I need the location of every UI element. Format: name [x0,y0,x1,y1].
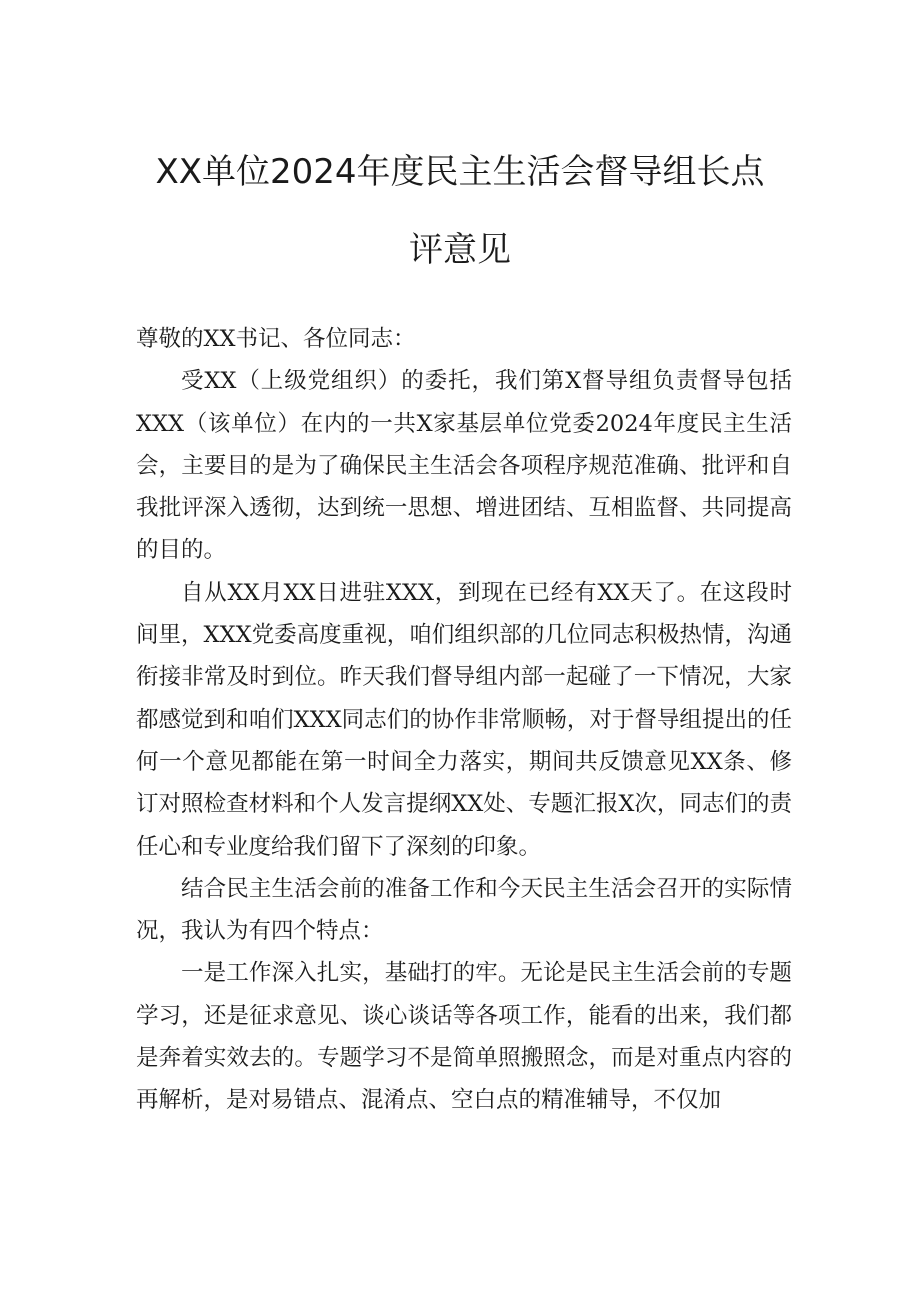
salutation: 尊敬的XX书记、各位同志： [136,326,416,352]
document-title-line-2: 评意见 [409,230,511,270]
document-body [136,318,792,1122]
paragraph: 一是工作深入扎实，基础打的牢。无论是民主生活会前的专题学习，还是征求意见、谈心谈话等各项工作，能看的出来，我们都是奔着实效去的。专题学习不是简单照搬照念，而是对重点内容的再解析，是对易错点、混淆点、空白点的精准辅导，不仅加 [136,960,792,1114]
document-title-line-1: XX单位2024年度民主生活会督导组长点 [155,152,765,192]
paragraph: 结合民主生活会前的准备工作和今天民主生活会召开的实际情况，我认为有四个特点： [136,875,792,945]
paragraph: 受XX（上级党组织）的委托，我们第X督导组负责督导包括XXX（该单位）在内的一共X家基层单位党委2024年度民主生活会，主要目的是为了确保民主生活会各项程序规范准确、批评和自我批评深入透彻，达到统一思想、增进团结、互相监督、共同提高的目的。 [136,368,792,564]
paragraph: 自从XX月XX日进驻XXX，到现在已经有XX天了。在这段时间里，XXX党委高度重视，咱们组织部的几位同志积极热情，沟通衔接非常及时到位。昨天我们督导组内部一起碰了一下情况，大家都感觉到和咱们XXX同志们的协作非常顺畅，对于督导组提出的任何一个意见都能在第一时间全力落实，期间共反馈意见XX条、修订对照检查材料和个人发言提纲XX处、专题汇报X次，同志们的责任心和专业度给我们留下了深刻的印象。 [136,579,792,860]
